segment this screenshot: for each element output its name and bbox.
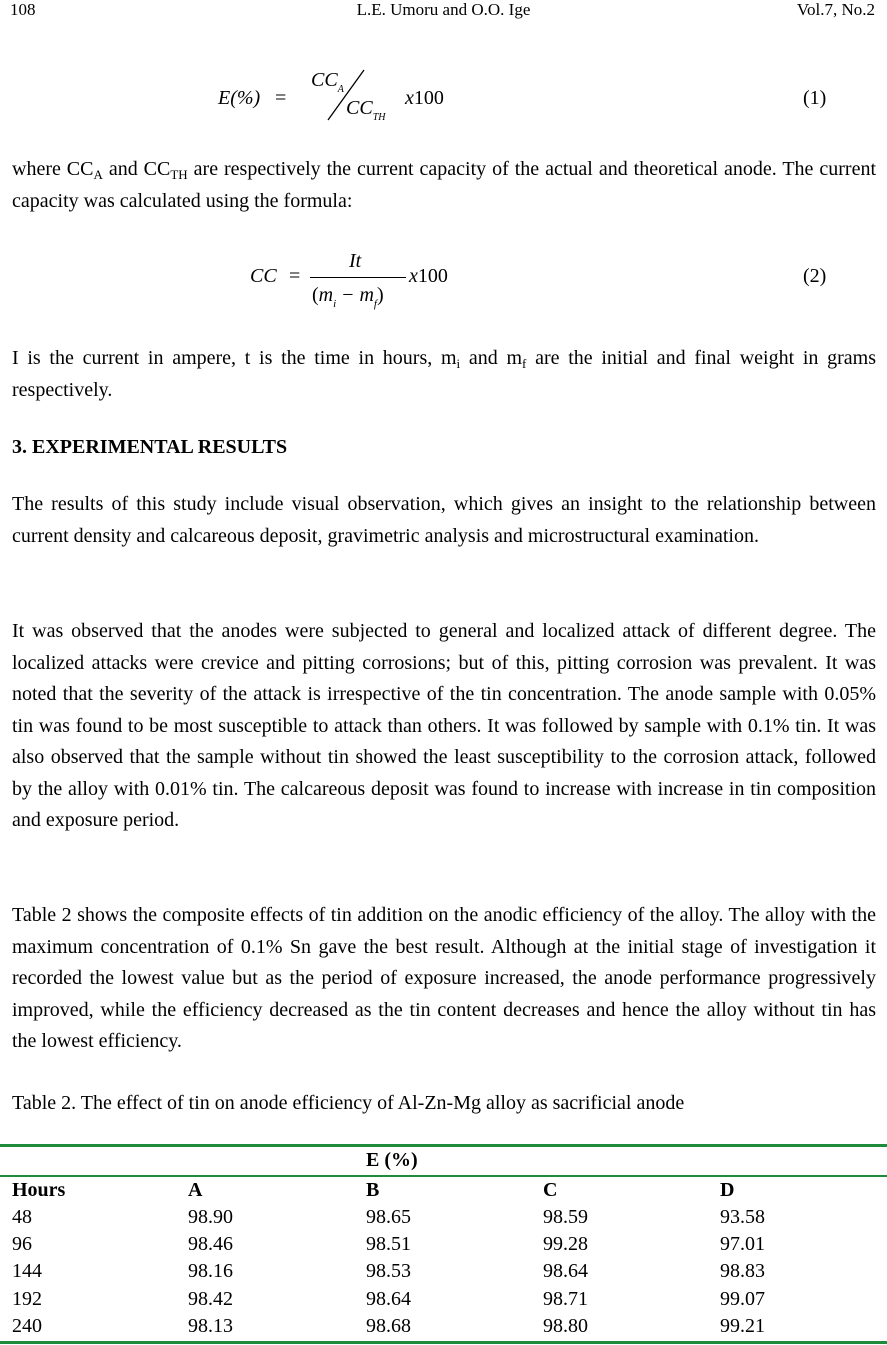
eq2-factor: x100 [409,265,448,287]
eq1-equals: = [275,87,287,109]
eq2-number: (2) [803,265,827,287]
table-row [0,1206,887,1233]
table-row [0,1260,887,1287]
table-header-cell: A [188,1179,203,1201]
table-cell: 99.07 [720,1288,765,1310]
table-cell: 93.58 [720,1206,765,1228]
table-header-cell: Hours [12,1179,66,1201]
table-header-rule [0,1175,887,1177]
table-cell: 98.83 [720,1260,765,1282]
table-cell: 48 [12,1206,32,1228]
journal-volume: Vol.7, No.2 [796,0,875,19]
paragraph-definitions: where $CC_A$ and $CC_{TH}$ are respectively the current capacity of the actual and theoretical anode. The current capacity was calculated using the formula: [12,158,877,212]
table-cell: 98.46 [188,1233,233,1255]
table-header-cell: D [720,1179,735,1201]
eq1-factor: x100 [405,87,444,109]
table-cell: 98.65 [366,1206,411,1228]
table-cell: 98.16 [188,1260,233,1282]
running-authors: L.E. Umoru and O.O. Ige [356,0,531,19]
paragraph-table-summary: Table 2 shows the composite effects of tin addition on the anodic efficiency of the alloy. The alloy with the maximum concentration of 0.1% Sn gave the best result. Although at the initial stage of investigation it recorded the lowest value but as the period of exposure increased, the anode performance progressively improved, while the efficiency decreased as the tin content decreases and hence the alloy without tin has the lowest efficiency. [12,904,876,1052]
table-group-header: E (%) [366,1149,418,1171]
table-row [0,1233,887,1260]
table-header-row [0,1179,887,1206]
table-row [0,1315,887,1342]
eq2-fraction-bar [310,277,406,278]
eq1-denominator: $CC_{TH}$ [346,97,386,123]
eq1-lhs: E(%) [218,87,261,109]
table-cell: 98.90 [188,1206,233,1228]
table-cell: 98.64 [366,1288,411,1310]
table-cell: 99.28 [543,1233,588,1255]
eq2-denominator: $(m_i - m_f)$ [312,284,384,310]
table-row [0,1288,887,1315]
table-cell: 96 [12,1233,32,1255]
table-cell: 98.13 [188,1315,233,1337]
table-cell: 240 [12,1315,42,1337]
table-cell: 99.21 [720,1315,765,1337]
table-header-cell: B [366,1179,380,1201]
page-number: 108 [10,0,36,19]
section-heading: 3. EXPERIMENTAL RESULTS [12,436,288,458]
table-cell: 98.53 [366,1260,411,1282]
table-bottom-rule [0,1341,887,1344]
table-cell: 97.01 [720,1233,765,1255]
table-cell: 98.59 [543,1206,588,1228]
table-cell: 98.68 [366,1315,411,1337]
table-cell: 98.80 [543,1315,588,1337]
eq1-number: (1) [803,87,827,109]
eq2-equals: = [289,265,301,287]
paragraph-variables: I is the current in ampere, t is the time in hours, $m_i$ and $m_f$ are the initial and final weight in grams respectively. [12,347,877,401]
table-caption: Table 2. The effect of tin on anode efficiency of Al-Zn-Mg alloy as sacrificial anode [12,1092,685,1114]
paragraph-results-intro: The results of this study include visual observation, which gives an insight to the relationship between current density and calcareous deposit, gravimetric analysis and microstructural examination. [12,493,876,547]
table-cell: 98.42 [188,1288,233,1310]
eq1-numerator: $CC_A$ [311,69,344,95]
table-header-cell: C [543,1179,558,1201]
table-cell: 98.51 [366,1233,411,1255]
table-top-rule [0,1144,887,1147]
table-cell: 98.71 [543,1288,588,1310]
eq2-lhs: CC [250,265,277,287]
table-cell: 98.64 [543,1260,588,1282]
eq2-numerator: It [349,250,362,272]
paragraph-observations: It was observed that the anodes were subjected to general and localized attack of different degree. The localized attacks were crevice and pitting corrosions; but of this, pitting corrosion was prevalent. It was noted that the severity of the attack is irrespective of the tin concentration. The anode sample with 0.05% tin was found to be most susceptible to attack than others. It was followed by sample with 0.1% tin. It was also observed that the sample without tin showed the least susceptibility to the corrosion attack, followed by the alloy with 0.01% tin. The calcareous deposit was found to increase with increase in tin composition and exposure period. [12,620,876,831]
table-cell: 192 [12,1288,42,1310]
table-group-header-row [0,1149,887,1176]
table-cell: 144 [12,1260,42,1282]
